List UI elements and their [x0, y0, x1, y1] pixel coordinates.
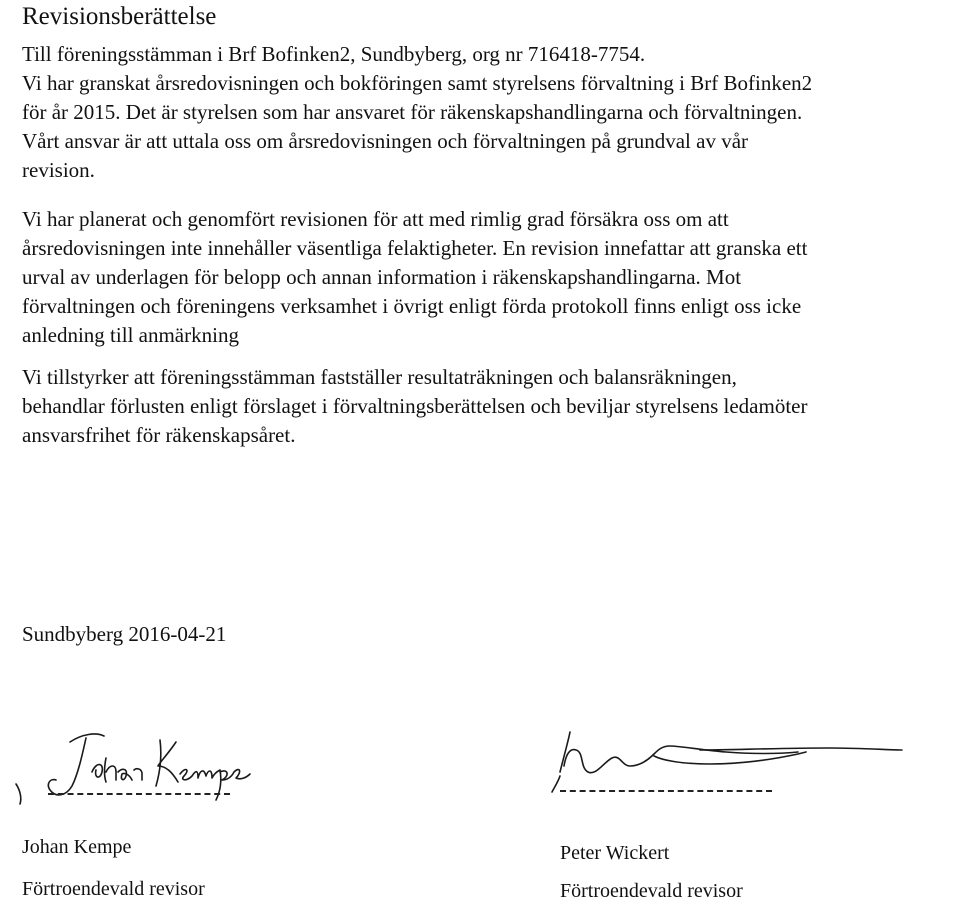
paragraph-line: urval av underlagen för belopp och annan information i räkenskapshandlingarna. Mot — [22, 265, 742, 289]
signatory-role: Förtroendevald revisor — [560, 880, 743, 902]
paragraph-line: revision. — [22, 158, 95, 182]
signatory-role: Förtroendevald revisor — [22, 878, 205, 900]
paragraph-line: Till föreningsstämman i Brf Bofinken2, Sundbyberg, org nr 716418-7754. — [22, 42, 646, 66]
paragraph-line: Vi har planerat och genomfört revisionen för att med rimlig grad försäkra oss om att — [22, 207, 729, 231]
paragraph-line: ansvarsfrihet för räkenskapsåret. — [22, 423, 296, 447]
paragraph-line: årsredovisningen inte innehåller väsentliga felaktigheter. En revision innefattar att granska ett — [22, 236, 808, 260]
paragraph-line: förvaltningen och föreningens verksamhet i övrigt enligt förda protokoll finns enligt oss icke — [22, 294, 802, 318]
signature-line — [560, 790, 772, 792]
signature-block-left — [0, 710, 260, 900]
place-date: Sundbyberg 2016-04-21 — [22, 622, 227, 646]
handwritten-signature-peter — [530, 710, 950, 810]
document-title: Revisionsberättelse — [22, 3, 217, 30]
paragraph-line: behandlar förlusten enligt förslaget i förvaltningsberättelsen och beviljar styrelsens ledamöter — [22, 394, 808, 418]
signatory-name: Peter Wickert — [560, 842, 670, 864]
paragraph-line: Vi har granskat årsredovisningen och bokföringen samt styrelsens förvaltning i Brf Bofinken2 — [22, 71, 813, 95]
recommendation-paragraph — [22, 363, 808, 450]
paragraph-line: Vi tillstyrker att föreningsstämman fastställer resultaträkningen och balansräkningen, — [22, 365, 737, 389]
signature-line — [48, 793, 230, 795]
paragraph-line: Vårt ansvar är att uttala oss om årsredovisningen och förvaltningen på grundval av vår — [22, 129, 749, 153]
signature-block-right — [530, 710, 950, 900]
paragraph-line: anledning till anmärkning — [22, 323, 239, 347]
intro-paragraph — [22, 40, 812, 185]
audit-scope-paragraph — [22, 205, 807, 350]
signatory-name: Johan Kempe — [22, 836, 132, 858]
paragraph-line: för år 2015. Det är styrelsen som har ansvaret för räkenskapshandlingarna och förvaltningen. — [22, 100, 803, 124]
handwritten-signature-johan — [0, 710, 260, 810]
